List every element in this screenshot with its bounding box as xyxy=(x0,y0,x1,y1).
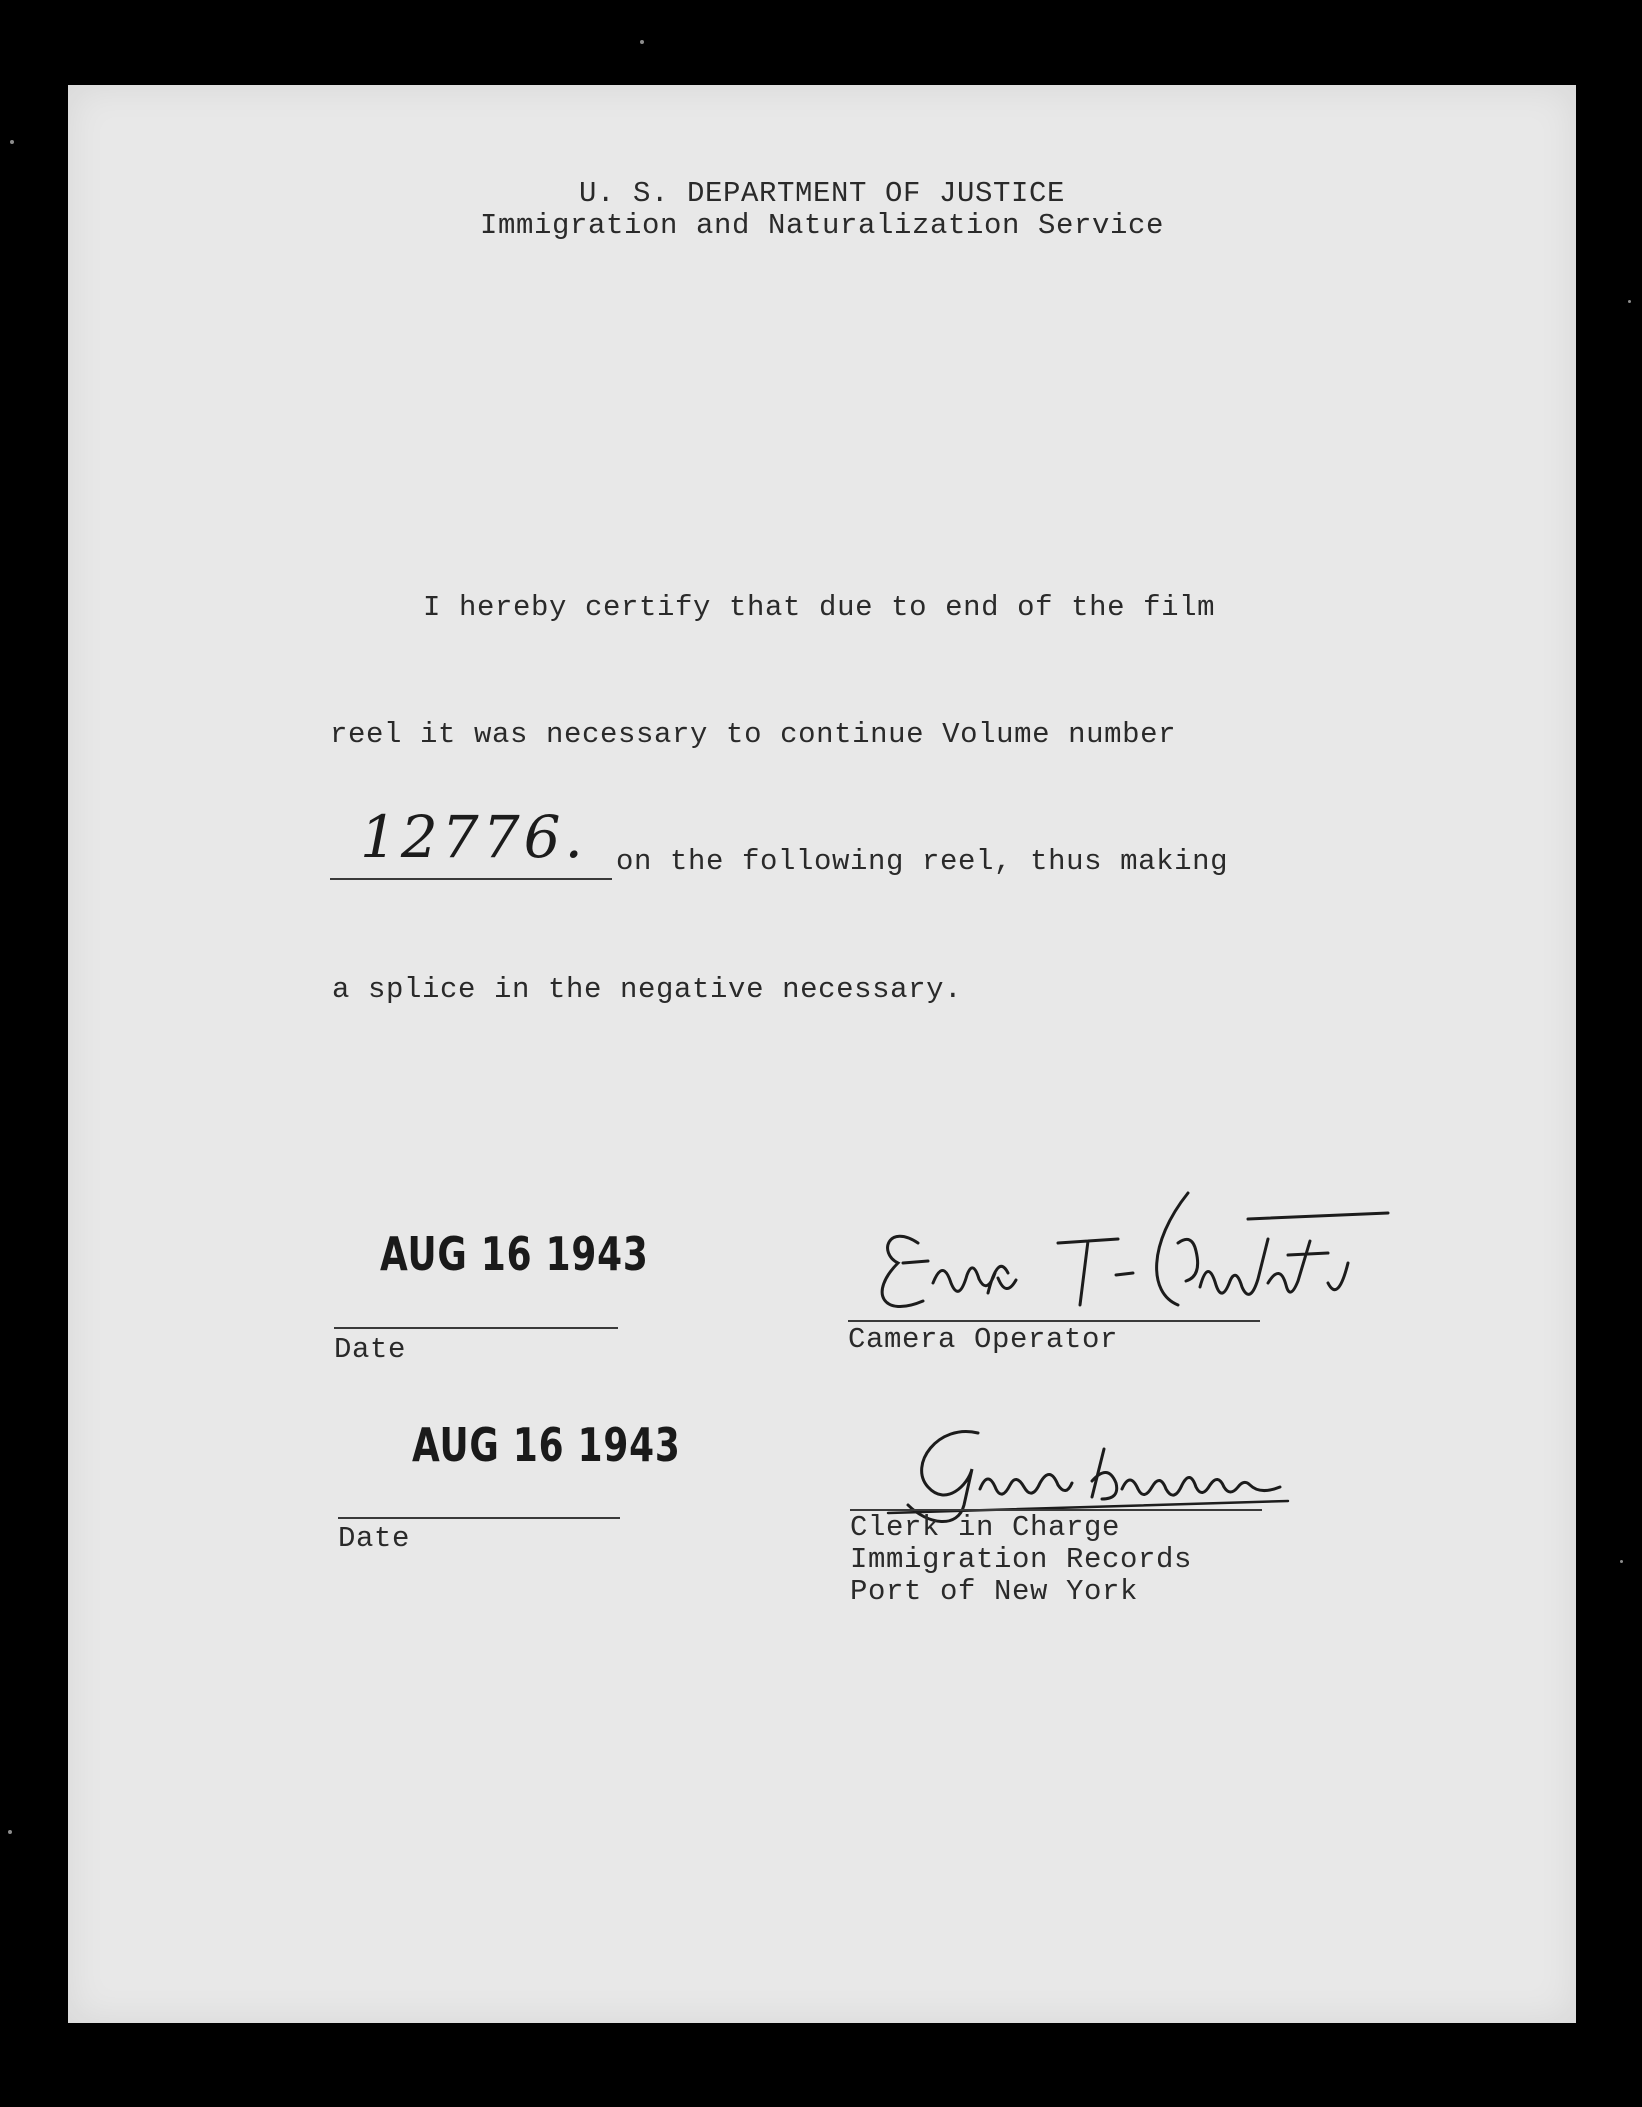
clerk-label-line-2: Immigration Records xyxy=(850,1543,1193,1576)
date-stamp-1: AUG 16 1943 xyxy=(380,1227,649,1281)
certification-line-3: on the following reel, thus making xyxy=(616,845,1229,878)
date-line-1 xyxy=(334,1327,618,1329)
clerk-label-line-1: Clerk in Charge xyxy=(850,1511,1121,1544)
service-heading: Immigration and Naturalization Service xyxy=(479,209,1165,242)
clerk-label-line-3: Port of New York xyxy=(850,1575,1139,1608)
film-speck xyxy=(8,1830,12,1834)
certification-line-4: a splice in the negative necessary. xyxy=(332,973,963,1006)
certification-line-1: I hereby certify that due to end of the film xyxy=(423,591,1216,624)
date-label-2: Date xyxy=(338,1522,411,1555)
camera-operator-label: Camera Operator xyxy=(848,1323,1119,1356)
department-heading: U. S. DEPARTMENT OF JUSTICE xyxy=(578,177,1066,210)
date-line-2 xyxy=(338,1517,620,1519)
film-speck xyxy=(1628,300,1631,303)
date-label-1: Date xyxy=(334,1333,407,1366)
date-stamp-2: AUG 16 1943 xyxy=(412,1418,681,1472)
certification-line-2: reel it was necessary to continue Volume number xyxy=(330,718,1177,751)
film-speck xyxy=(1620,1560,1623,1563)
film-speck xyxy=(10,140,14,144)
volume-number-underline xyxy=(330,878,612,880)
camera-operator-signature xyxy=(848,1183,1408,1323)
film-speck xyxy=(640,40,644,44)
camera-operator-line xyxy=(848,1320,1260,1322)
document-page xyxy=(68,85,1576,2023)
volume-number: 12776. xyxy=(360,803,587,871)
